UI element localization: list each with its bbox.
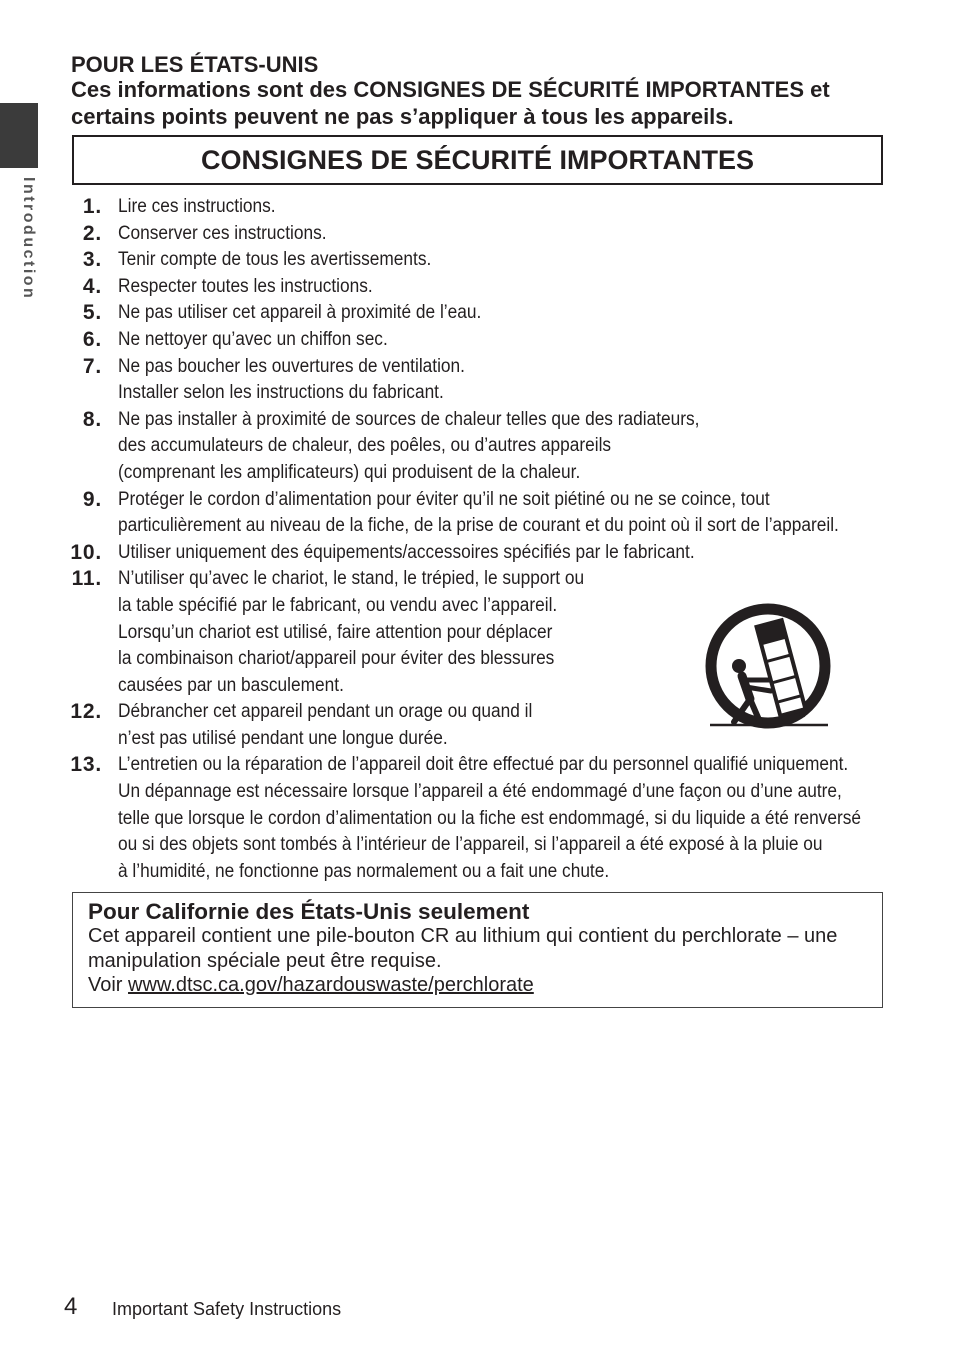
safety-item-line: Protéger le cordon d’alimentation pour éviter qu’il ne soit piétiné ou ne se coince, tout: [118, 488, 770, 510]
safety-item-line: Installer selon les instructions du fabricant.: [118, 382, 444, 404]
safety-item-9: [0, 487, 954, 540]
safety-item-number: 6.: [82, 327, 102, 351]
safety-item-line: telle que lorsque le cordon d’alimentation ou la fiche est endommagé, si du liquide a été renversé: [118, 807, 861, 829]
safety-item-number: 9.: [82, 487, 102, 511]
safety-item-number: 4.: [82, 274, 102, 298]
safety-item-text: [118, 354, 499, 407]
page-number: 4: [64, 1293, 78, 1320]
safety-item-text: [118, 540, 752, 567]
section-tab-marker: [0, 103, 38, 168]
safety-item-line: Respecter toutes les instructions.: [118, 275, 373, 297]
safety-item-text: [118, 566, 630, 699]
safety-item-line: la table spécifié par le fabricant, ou vendu avec l’appareil.: [118, 594, 558, 616]
safety-item-text: [118, 407, 757, 487]
safety-item-line: (comprenant les amplificateurs) qui produisent de la chaleur.: [118, 461, 581, 483]
safety-item-line: Débrancher cet appareil pendant un orage ou quand il: [118, 701, 533, 723]
safety-item-number: 8.: [82, 407, 102, 431]
safety-item-line: Ne pas boucher les ouvertures de ventilation.: [118, 355, 465, 377]
safety-item-number: 12.: [70, 700, 102, 724]
safety-item-text: [118, 247, 462, 274]
safety-item-line: Ne nettoyer qu’avec un chiffon sec.: [118, 328, 388, 350]
safety-item-line: ou si des objets sont tombés à l’intérieur de l’appareil, si l’appareil a été exposé à la pluie ou: [118, 834, 823, 856]
safety-item-5: [0, 300, 954, 327]
safety-item-line: causées par un basculement.: [118, 674, 344, 696]
safety-item-13: [0, 752, 954, 885]
safety-item-text: [118, 752, 934, 885]
safety-item-3: [0, 247, 954, 274]
safety-item-number: 5.: [82, 301, 102, 325]
california-notice-see-line: [88, 973, 882, 998]
safety-item-number: 2.: [82, 221, 102, 245]
safety-item-line: la combinaison chariot/appareil pour éviter des blessures: [118, 648, 555, 670]
safety-item-line: L’entretien ou la réparation de l’appareil doit être effectué par du personnel qualifié uniquement.: [118, 754, 849, 776]
safety-item-6: [0, 327, 954, 354]
safety-item-text: [118, 699, 573, 752]
safety-item-text: [118, 487, 910, 540]
footer-section-title: Important Safety Instructions: [112, 1299, 342, 1319]
safety-item-line: Tenir compte de tous les avertissements.: [118, 249, 432, 271]
safety-item-text: [118, 274, 398, 301]
safety-item-1: [0, 194, 954, 221]
safety-item-number: 7.: [82, 354, 102, 378]
region-heading: POUR LES ÉTATS-UNIS: [71, 52, 319, 77]
california-notice-title: Pour Californie des États-Unis seulement: [88, 899, 530, 924]
safety-instructions-list: [0, 194, 954, 885]
safety-item-line: Un dépannage est nécessaire lorsque l’appareil a été endommagé d’une façon ou d’une autre,: [118, 781, 842, 803]
see-prefix: Voir: [88, 974, 123, 996]
safety-item-2: [0, 221, 954, 248]
safety-item-number: 10.: [70, 540, 102, 564]
safety-item-number: 11.: [71, 567, 102, 591]
cart-tip-over-warning-icon: [698, 596, 838, 736]
california-notice-line: manipulation spéciale peut être requise.: [88, 949, 442, 972]
perchlorate-link[interactable]: www.dtsc.ca.gov/hazardouswaste/perchlorate: [128, 974, 534, 996]
safety-item-line: Ne pas utiliser cet appareil à proximité de l’eau.: [118, 302, 482, 324]
section-tab-label: Introduction: [20, 177, 37, 301]
safety-item-text: [118, 194, 291, 221]
section-title-box: [72, 135, 883, 185]
safety-item-line: Lorsqu’un chariot est utilisé, faire attention pour déplacer: [118, 621, 553, 643]
safety-item-line: Conserver ces instructions.: [118, 222, 327, 244]
safety-item-text: [118, 300, 517, 327]
safety-item-line: n’est pas utilisé pendant une longue durée.: [118, 727, 448, 749]
safety-item-7: [0, 354, 954, 407]
safety-item-line: N’utiliser qu’avec le chariot, le stand, le trépied, le support ou: [118, 568, 585, 590]
safety-item-line: des accumulateurs de chaleur, des poêles, ou d’autres appareils: [118, 435, 612, 457]
safety-item-line: particulièrement au niveau de la fiche, de la prise de courant et du point où il sort de l’appareil.: [118, 515, 839, 537]
california-notice-box: [72, 892, 883, 1008]
safety-item-4: [0, 274, 954, 301]
safety-item-text: [118, 327, 414, 354]
safety-item-number: 13.: [70, 753, 102, 777]
safety-item-line: Utiliser uniquement des équipements/accessoires spécifiés par le fabricant.: [118, 541, 695, 563]
safety-item-line: à l’humidité, ne fonctionne pas normalement ou a fait une chute.: [118, 860, 610, 882]
safety-item-8: [0, 407, 954, 487]
safety-item-line: Lire ces instructions.: [118, 196, 276, 217]
safety-item-text: [118, 221, 347, 248]
safety-item-number: 1.: [82, 195, 102, 218]
section-title: CONSIGNES DE SÉCURITÉ IMPORTANTES: [200, 145, 755, 175]
intro-line: Ces informations sont des CONSIGNES DE SÉCURITÉ IMPORTANTES et: [71, 77, 830, 102]
california-notice-line: Cet appareil contient une pile-bouton CR au lithium qui contient du perchlorate – une: [88, 925, 838, 947]
safety-item-line: Ne pas installer à proximité de sources de chaleur telles que des radiateurs,: [118, 408, 700, 430]
safety-item-10: [0, 540, 954, 567]
safety-item-number: 3.: [82, 248, 102, 272]
intro-line: certains points peuvent ne pas s’appliquer à tous les appareils.: [71, 104, 734, 129]
